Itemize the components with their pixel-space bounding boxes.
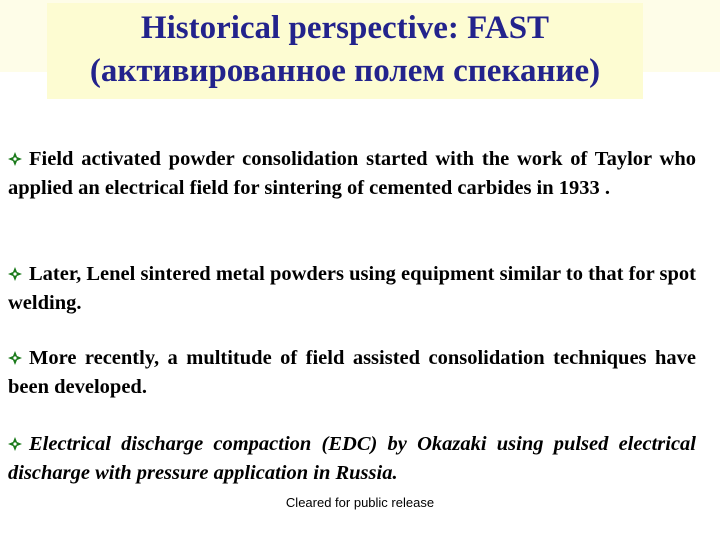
bullet-paragraph-1 [8,145,696,203]
bullet-paragraph-4 [8,430,696,488]
diamond-bullet-icon [8,437,22,451]
bullet-text-3: More recently, a multitude of field assisted consolidation techniques have been developed. [8,347,696,398]
bullet-text-2: Later, Lenel sintered metal powders using equipment similar to that for spot welding. [8,263,696,314]
bullet-paragraph-2 [8,260,696,318]
footer-release-note: Cleared for public release [285,495,435,510]
bullet-text-4: Electrical discharge compaction (EDC) by Okazaki using pulsed electrical discharge with pressure application in Russia. [8,433,696,484]
diamond-bullet-icon [8,267,22,281]
slide-title-line-2: (активированное полем спекание) [89,53,601,89]
diamond-bullet-icon [8,152,22,166]
bullet-paragraph-3 [8,344,696,402]
bullet-text-1: Field activated powder consolidation started with the work of Taylor who applied an electrical field for sintering of cemented carbides in 1933 . [8,148,696,199]
slide-title-line-1: Historical perspective: FAST [140,10,550,46]
diamond-bullet-icon [8,351,22,365]
